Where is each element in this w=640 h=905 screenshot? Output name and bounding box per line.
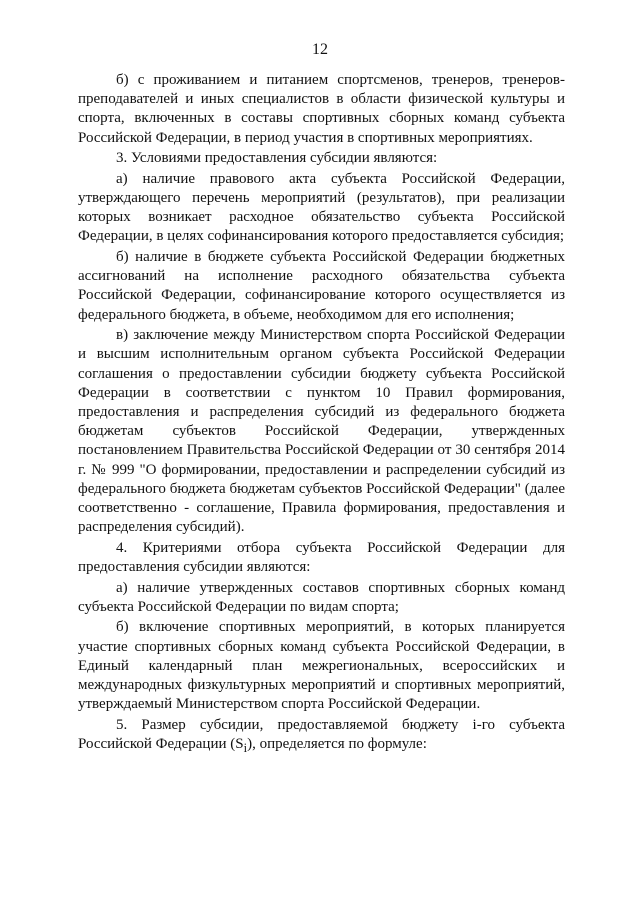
page-number: 12 [312, 41, 328, 58]
paragraph-accommodation: б) с проживанием и питанием спортсменов, тренеров, тренеров-преподавателей и иных специалистов в области физической культуры и спорта, включенных в составы спортивных сборных команд субъекта Российской Федерации, в период участия в спортивных мероприятиях. [78, 72, 565, 146]
paragraph-condition-b: б) наличие в бюджете субъекта Российской Федерации бюджетных ассигнований на исполнение расходного обязательства субъекта Российской Федерации, софинансирование которого осуществляется из федерального бюджета, в объеме, необходимом для его исполнения; [78, 249, 565, 323]
document-body [78, 71, 565, 758]
paragraph-criteria-heading: 4. Критериями отбора субъекта Российской Федерации для предоставления субсидии являются: [78, 539, 565, 576]
subsidy-size-text-start: 5. Размер субсидии, предоставляемой бюджету i-го субъекта Российской Федерации (S [78, 716, 565, 753]
paragraph-condition-a: а) наличие правового акта субъекта Российской Федерации, утверждающего перечень мероприятий (результатов), при реализации которых возникает расходное обязательство субъекта Российской Федерации, в целях софинансирования которого предоставляется субсидия; [78, 170, 565, 245]
subsidy-size-subscript: i [243, 741, 248, 756]
paragraph-criterion-b: б) включение спортивных мероприятий, в которых планируется участие спортивных сборных команд субъекта Российской Федерации, в Единый календарный план межрегиональных, всероссийских и международных физкультурных мероприятий и спортивных мероприятий, утверждаемый Министерством спорта Российской Федерации. [78, 619, 565, 713]
paragraph-conditions-heading: 3. Условиями предоставления субсидии являются: [116, 150, 438, 167]
subsidy-size-text-end: ), определяется по формуле: [247, 736, 427, 753]
paragraph-criterion-a: а) наличие утвержденных составов спортивных сборных команд субъекта Российской Федерации по видам спорта; [78, 579, 565, 615]
paragraph-condition-c: в) заключение между Министерством спорта Российской Федерации и высшим исполнительным органом субъекта Российской Федерации соглашения о предоставлении субсидии бюджету субъекта Российской Федерации в соответствии с пунктом 10 Правил формирования, предоставления и распределения субсидий из федерального бюджета бюджетам субъектов Российской Федерации, утвержденных постановлением Правительства Российской Федерации от 30 сентября 2014 г. № 999 "О формировании, предоставлении и распределении субсидий из федерального бюджета бюджетам субъектов Российской Федерации" (далее соответственно - соглашение, Правила формирования, предоставления и распределения субсидий). [78, 327, 565, 536]
paragraph-subsidy-size [78, 716, 565, 758]
